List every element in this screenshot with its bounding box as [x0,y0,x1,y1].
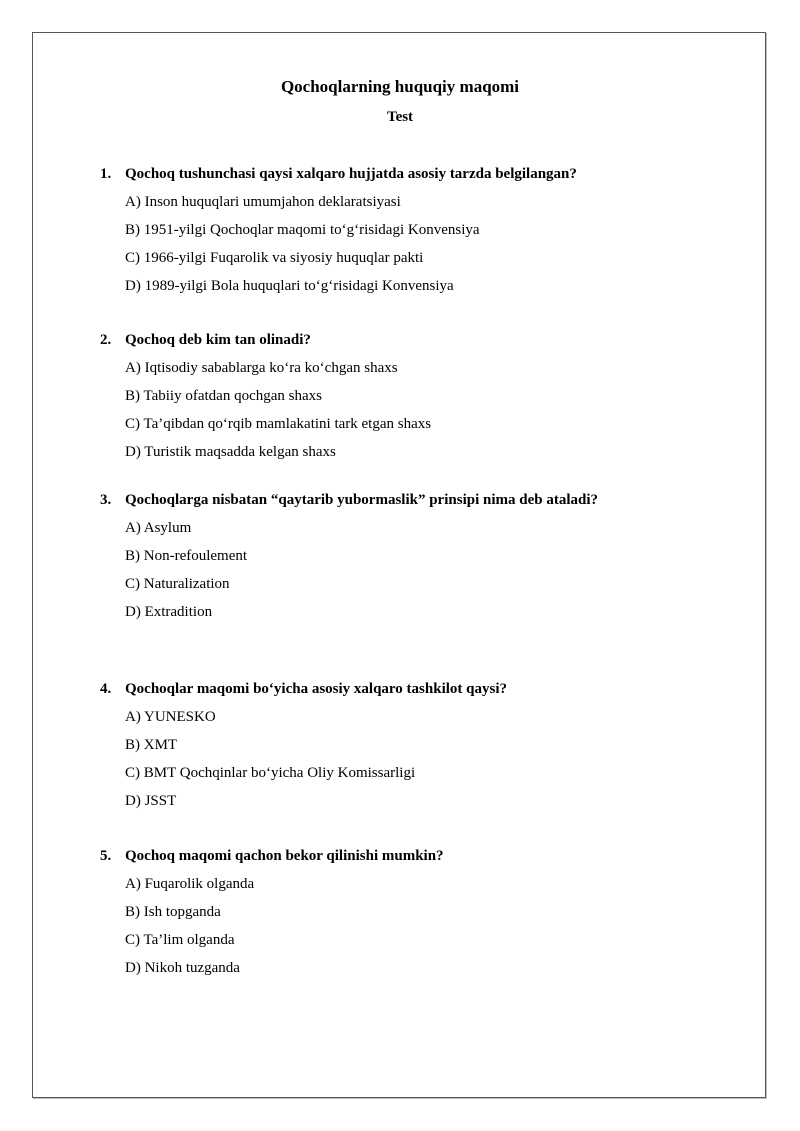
document-title: Qochoqlarning huquqiy maqomi [280,77,520,96]
answer-option-b: B) 1951-yilgi Qochoqlar maqomi to‘g‘risidagi Konvensiya [125,222,480,238]
answer-option-d: D) Turistik maqsadda kelgan shaxs [125,444,336,460]
question-2 [0,330,800,470]
answer-option-c: C) Naturalization [125,576,230,592]
answer-option-c: C) 1966-yilgi Fuqarolik va siyosiy huquqlar pakti [125,250,424,266]
question-4 [0,679,800,819]
question-number: 1. [100,166,112,182]
question-line [0,846,800,874]
answer-option-a: A) Iqtisodiy sabablarga ko‘ra ko‘chgan shaxs [125,360,398,376]
question-text: Qochoqlar maqomi bo‘yicha asosiy xalqaro tashkilot qaysi? [125,681,508,697]
question-line [0,164,800,192]
question-line [0,490,800,518]
answer-option-b: B) XMT [125,737,178,753]
answer-option-d: D) Extradition [125,604,213,620]
document-subtitle: Test [386,109,414,125]
question-text: Qochoq deb kim tan olinadi? [125,332,311,348]
question-number: 2. [100,332,112,348]
answer-option-d: D) 1989-yilgi Bola huquqlari to‘g‘risidagi Konvensiya [125,278,454,294]
question-5 [0,846,800,986]
answer-option-d: D) JSST [125,793,177,809]
question-number: 3. [100,492,112,508]
answer-option-a: A) Inson huquqlari umumjahon deklaratsiyasi [125,194,401,210]
question-number: 4. [100,681,112,697]
question-line [0,679,800,707]
answer-option-c: C) Ta’qibdan qo‘rqib mamlakatini tark etgan shaxs [125,416,432,432]
answer-option-b: B) Non-refoulement [125,548,248,564]
answer-option-b: B) Ish topganda [125,904,221,920]
answer-option-a: A) Fuqarolik olganda [125,876,255,892]
answer-option-c: C) Ta’lim olganda [125,932,235,948]
answer-option-c: C) BMT Qochqinlar bo‘yicha Oliy Komissarligi [125,765,416,781]
question-3 [0,490,800,630]
answer-option-a: A) Asylum [125,520,192,536]
question-text: Qochoqlarga nisbatan “qaytarib yubormaslik” prinsipi nima deb ataladi? [125,492,599,508]
answer-option-d: D) Nikoh tuzganda [125,960,240,976]
question-line [0,330,800,358]
answer-option-a: A) YUNESKO [125,709,216,725]
question-1 [0,164,800,304]
answer-option-b: B) Tabiiy ofatdan qochgan shaxs [125,388,322,404]
question-text: Qochoq tushunchasi qaysi xalqaro hujjatda asosiy tarzda belgilangan? [125,166,577,182]
question-text: Qochoq maqomi qachon bekor qilinishi mumkin? [125,848,444,864]
question-number: 5. [100,848,112,864]
